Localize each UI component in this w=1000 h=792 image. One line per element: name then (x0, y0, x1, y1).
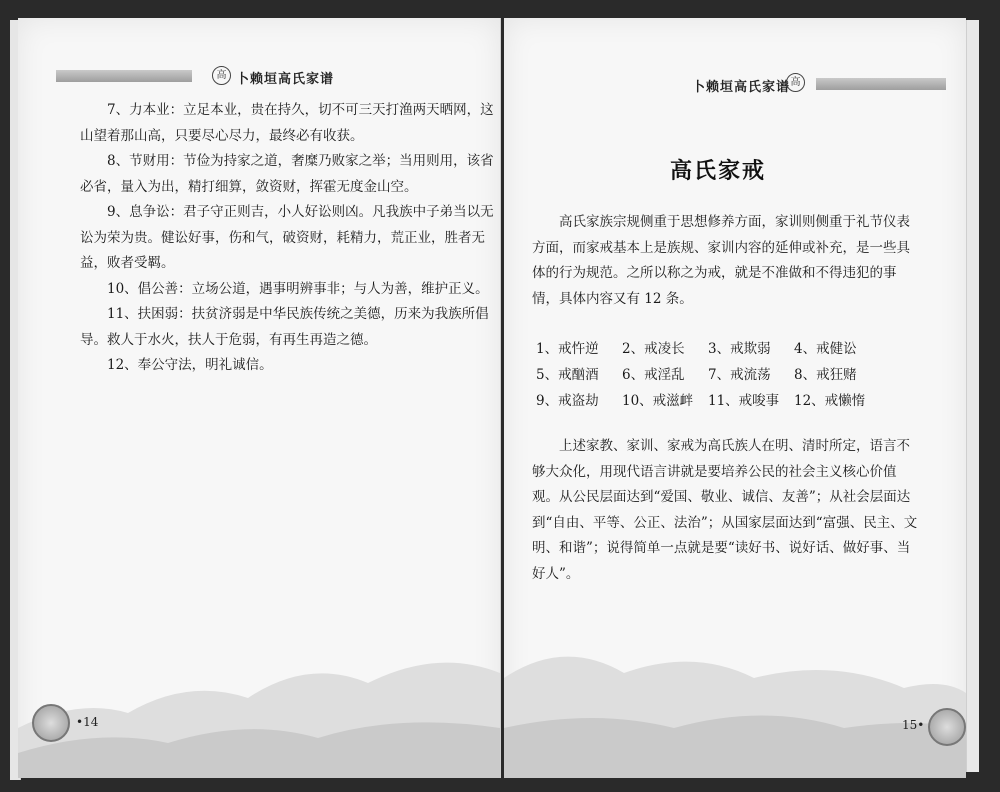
left-page-number-value: 14 (83, 715, 99, 729)
rule-item: 8、戒狂赌 (794, 367, 857, 383)
rules-row-3 (536, 388, 880, 414)
right-page-edge (966, 20, 979, 772)
paragraph-9: 9、息争讼：君子守正则吉，小人好讼则凶。凡我族中子弟当以无讼为荣为贵。健讼好事，伤和气，破资财，耗精力，荒正业，胜者无益，败者受羁。 (80, 204, 494, 271)
rule-item: 11、戒唆事 (708, 393, 780, 409)
intro-paragraph (532, 210, 922, 312)
paragraph-10: 10、倡公善：立场公道，遇事明辨事非；与人为善，维护正义。 (107, 280, 489, 297)
rules-row-2 (536, 362, 880, 388)
conclusion-text: 上述家教、家训、家戒为高氏族人在明、清时所定，语言不够大众化，用现代语言讲就是要培养公民的社会主义核心价值观。从公民层面达到“爱国、敬业、诚信、友善”；从社会层面达到“自由、平等、公正、法治”；从国家层面达到“富强、民主、文明、和谐”；说得简单一点就是要“读好书、说好话、做好事、当好人”。 (532, 438, 918, 582)
paragraph-7: 7、力本业：立足本业，贵在持久，切不可三天打渔两天晒网，这山望着那山高，只要尽心尽力，最终必有收获。 (80, 102, 494, 144)
left-page-number: •14 (76, 715, 99, 729)
rule-item: 7、戒流荡 (708, 367, 771, 383)
rules-list (536, 336, 880, 414)
left-medallion-icon (32, 704, 70, 742)
rule-item: 3、戒欺弱 (708, 341, 771, 357)
mountain-illustration (18, 578, 500, 778)
paragraph-11: 11、扶困弱：扶贫济弱是中华民族传统之美德，历来为我族所倡导。救人于水火，扶人于危弱，有再生再造之德。 (80, 306, 489, 348)
rule-item: 6、戒淫乱 (622, 367, 685, 383)
rule-item: 9、戒盗劫 (536, 393, 599, 409)
page-title: 高氏家戒 (670, 158, 767, 184)
rules-row-1 (536, 336, 880, 362)
paragraph-8: 8、节财用：节俭为持家之道，奢糜乃败家之举；当用则用，该省必省，量入为出，精打细算，敛资财，挥霍无度金山空。 (80, 153, 494, 195)
seal-icon: 高 (212, 66, 231, 85)
right-header-bar (816, 78, 946, 90)
conclusion-paragraph (532, 434, 922, 587)
left-header-bar (56, 70, 192, 82)
right-medallion-icon (928, 708, 966, 746)
right-page-number: 15• (902, 718, 925, 732)
rule-item: 1、戒忤逆 (536, 341, 599, 357)
mountain-illustration-right (504, 578, 966, 778)
rule-item: 10、戒滋衅 (622, 393, 694, 409)
intro-text: 高氏家族宗规侧重于思想修养方面，家训则侧重于礼节仪表方面，而家戒基本上是族规、家训内容的延伸或补充，是一些具体的行为规范。之所以称之为戒，就是不准做和不得违犯的事情，具体内容又有 12 条。 (532, 214, 910, 307)
left-body (80, 98, 494, 379)
rule-item: 2、戒凌长 (622, 341, 685, 357)
rule-item: 4、戒健讼 (794, 341, 857, 357)
left-header-title: 卜赖垣高氏家谱 (236, 72, 335, 87)
right-page-number-value: 15 (902, 718, 918, 732)
left-page (18, 18, 501, 778)
rule-item: 12、戒懒惰 (794, 393, 866, 409)
right-header-title: 卜赖垣高氏家谱 (692, 80, 791, 95)
seal-icon-right: 高 (786, 73, 805, 92)
right-page (504, 18, 966, 778)
paragraph-12: 12、奉公守法，明礼诚信。 (107, 357, 273, 373)
rule-item: 5、戒酗酒 (536, 367, 599, 383)
